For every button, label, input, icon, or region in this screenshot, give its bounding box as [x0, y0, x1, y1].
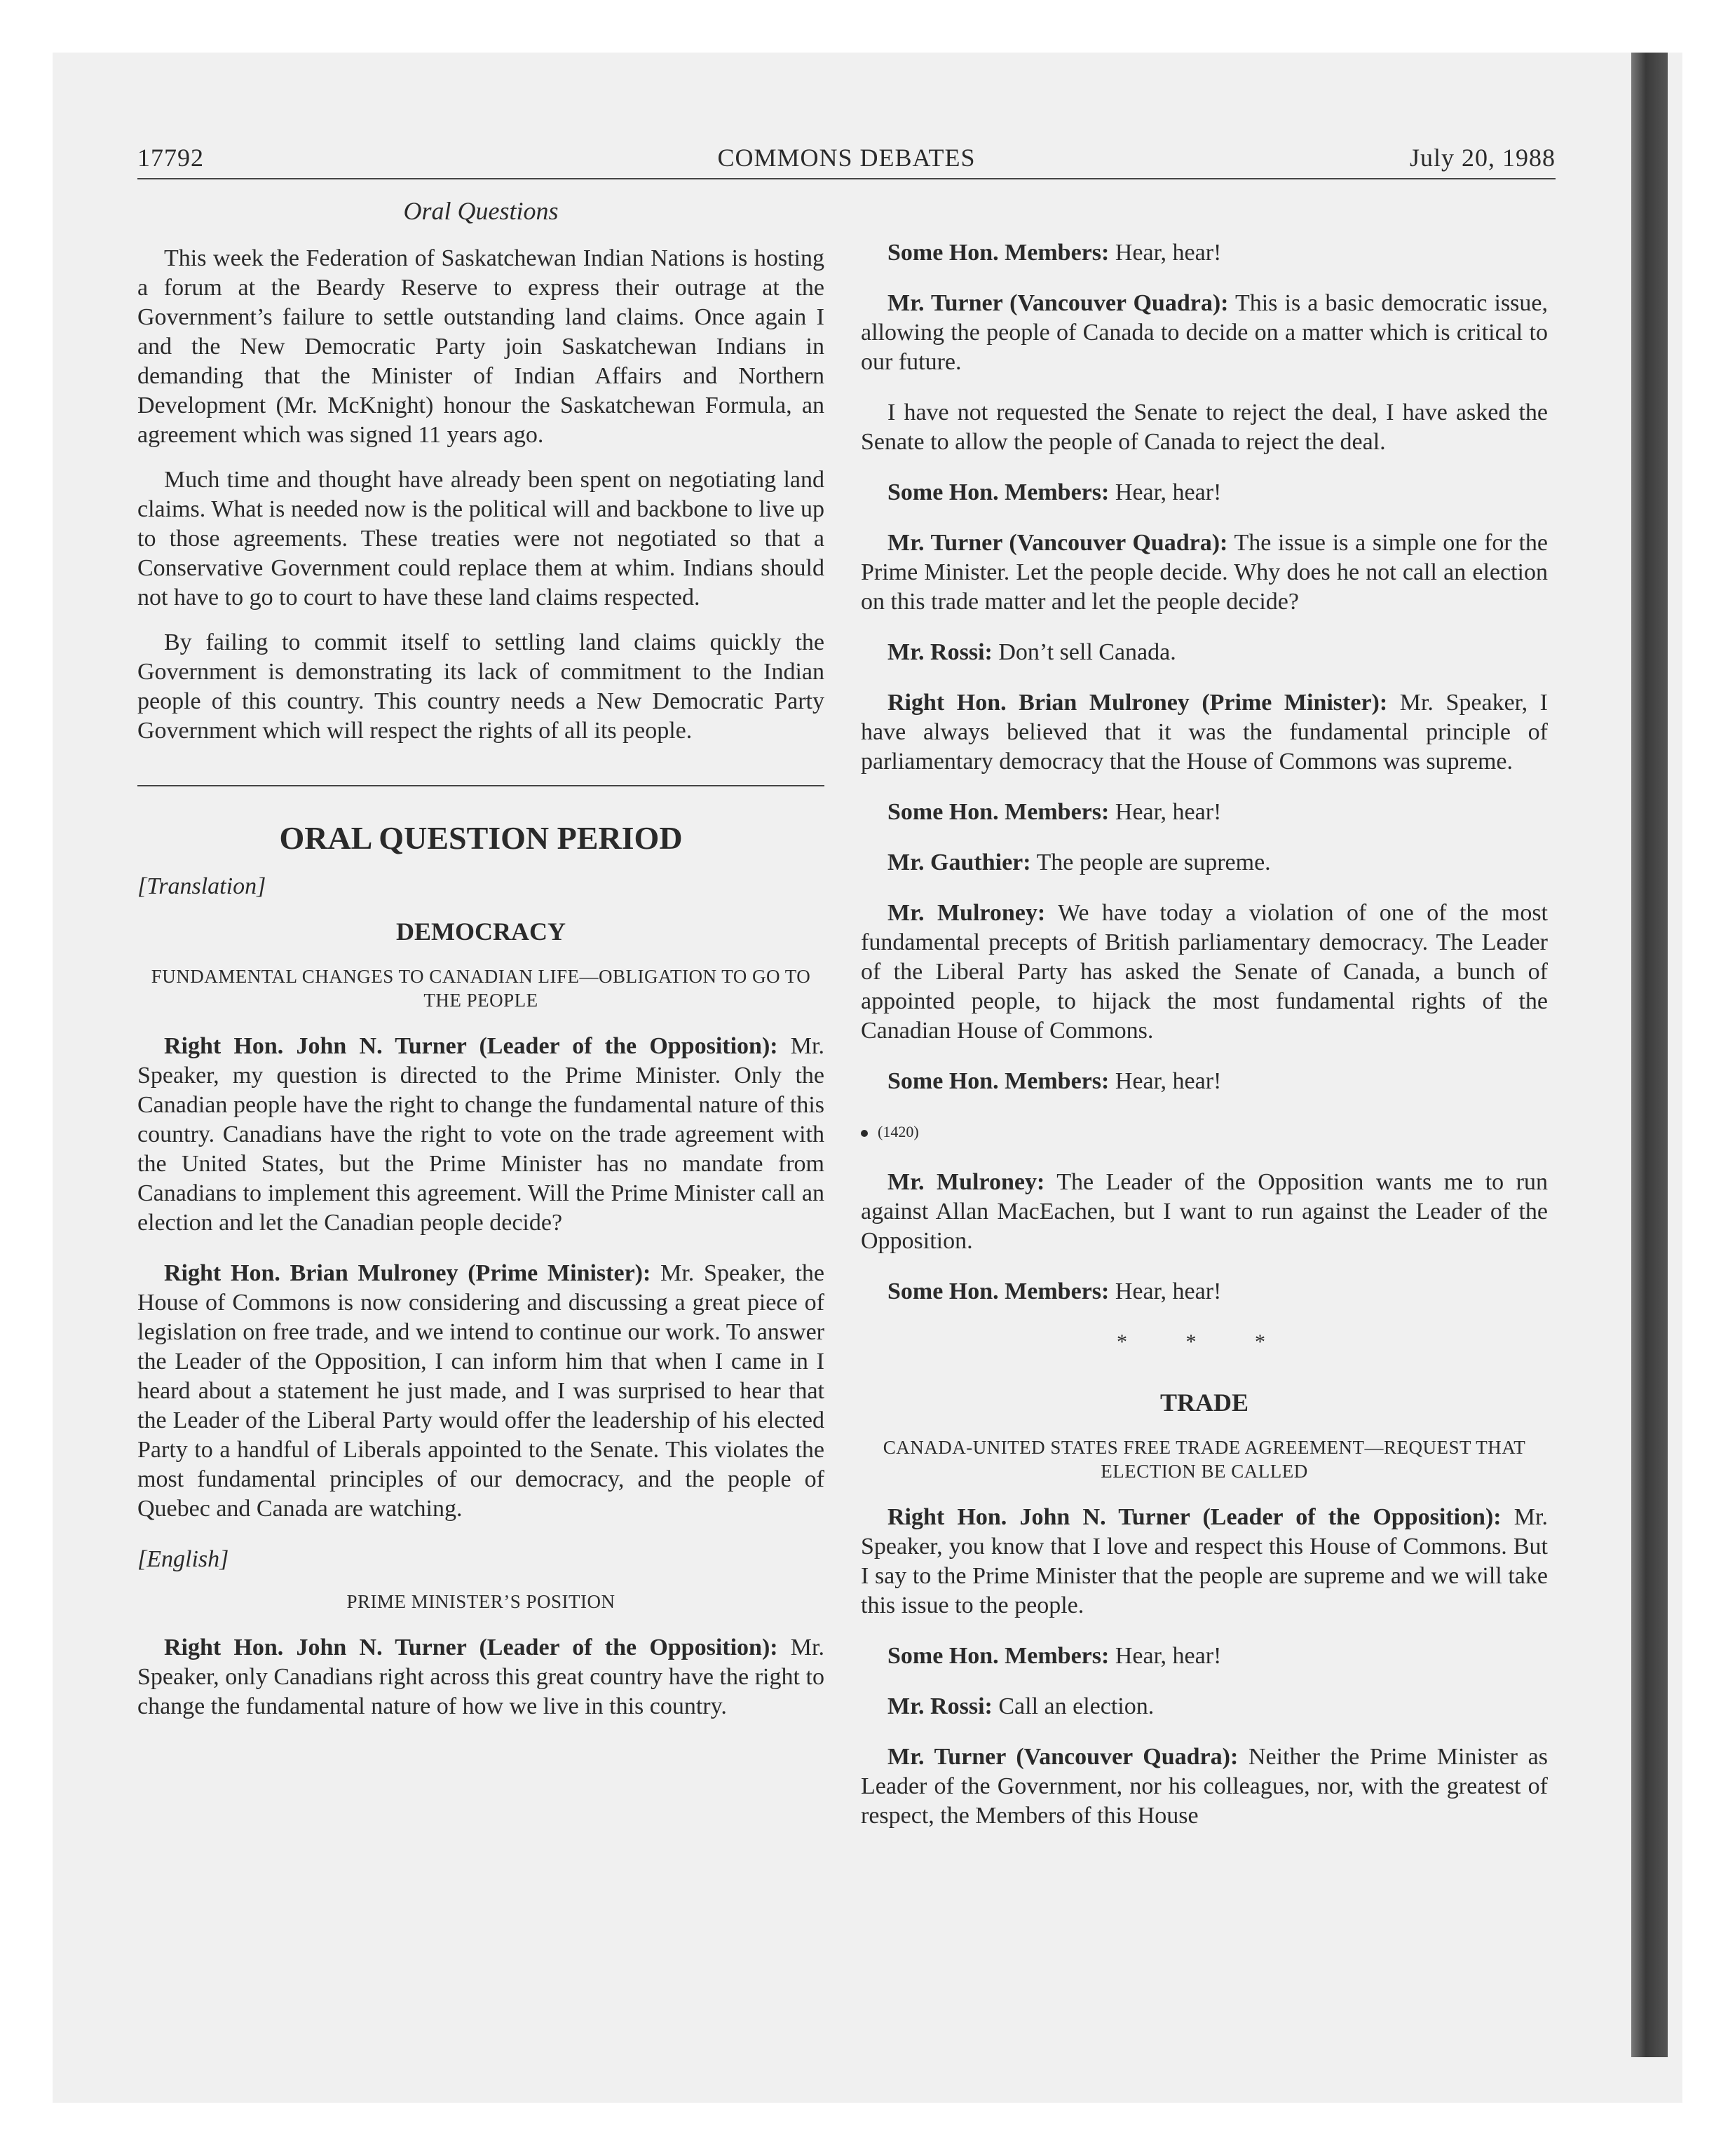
speech	[861, 899, 1548, 1046]
speaker-name: Right Hon. John N. Turner (Leader of the Opposition):	[164, 1635, 778, 1660]
running-header	[137, 143, 1556, 179]
speech-text: Hear, hear!	[1109, 240, 1222, 266]
speech-text: Mr. Speaker, only Canadians right across this great country have the right to change the fundamental nature of how we live in this country.	[137, 1635, 824, 1719]
timestamp-marker	[861, 1117, 1548, 1147]
speaker-name: Some Hon. Members:	[887, 799, 1110, 825]
speech-text: Don’t sell Canada.	[992, 639, 1176, 665]
speaker-name: Mr. Mulroney:	[887, 900, 1046, 926]
speech-text: The issue is a simple one for the Prime Minister. Let the people decide. Why does he not call an election on this trade matter and let the people decide?	[861, 530, 1548, 615]
speaker-name: Mr. Gauthier:	[887, 850, 1031, 875]
speaker-name: Right Hon. Brian Mulroney (Prime Minister):	[164, 1260, 651, 1286]
speech-text: Hear, hear!	[1109, 479, 1222, 505]
speech-text: Mr. Speaker, the House of Commons is now considering and discussing a great piece of legislation on free trade, and we intend to continue our work. To answer the Leader of the Opposition, I can inform him that when I came in I heard about a statement he just made, and I was surprised to hear that the Leader of the Liberal Party would offer the leadership of his elected Party to a handful of Liberals appointed to the Senate. This violates the most fundamental principles of our democracy, and the people of Quebec and Canada are watching.	[137, 1260, 825, 1522]
speech-text: Mr. Speaker, you know that I love and respect this House of Commons. But I say to the Prime Minister that the people are supreme and we will take this issue to the people.	[861, 1504, 1548, 1618]
speech-text: Hear, hear!	[1109, 1278, 1222, 1304]
speech	[861, 1642, 1548, 1671]
speaker-name: Right Hon. John N. Turner (Leader of the Opposition):	[164, 1033, 778, 1059]
speaker-name: Right Hon. John N. Turner (Leader of the Opposition):	[887, 1504, 1502, 1530]
page-number: 17792	[137, 144, 204, 172]
paragraph: Much time and thought have already been spent on negotiating land claims. What is needed now is the political will and backbone to live up to those agreements. These treaties were not negotiated so that a Conservative Government could replace them at whim. Indians should not have to go to court to have these land claims respected.	[137, 467, 824, 610]
speech-text: Call an election.	[992, 1693, 1155, 1719]
speech	[861, 528, 1548, 617]
speech-text: Hear, hear!	[1109, 799, 1222, 825]
speaker-name: Mr. Turner (Vancouver Quadra):	[887, 1744, 1239, 1770]
speech-text: This is a basic democratic issue, allowing the people of Canada to decide on a matter which is critical to our future.	[861, 290, 1549, 375]
subject-heading: DEMOCRACY	[396, 917, 566, 946]
speech	[861, 848, 1548, 878]
speaker-name: Mr. Rossi:	[887, 1693, 993, 1719]
section-divider	[137, 785, 824, 786]
speech	[861, 289, 1548, 377]
running-section-title: Oral Questions	[403, 197, 559, 225]
left-column	[137, 196, 824, 1742]
major-heading: ORAL QUESTION PERIOD	[279, 820, 683, 856]
speech	[861, 238, 1548, 268]
speaker-name: Some Hon. Members:	[887, 240, 1110, 266]
speech-text: Mr. Speaker, my question is directed to the Prime Minister. Only the Canadian people have the right to change the fundamental nature of this country. Canadians have the right to vote on the trade agreement with the United States, but the Prime Minister has no mandate from Canadians to implement this agreement. Will the Prime Minister call an election and let the Canadian people decide?	[137, 1033, 824, 1236]
section-break-stars: * * *	[1117, 1330, 1292, 1353]
speech	[861, 638, 1548, 667]
topic-heading: PRIME MINISTER’S POSITION	[346, 1591, 615, 1612]
speech-text: We have today a violation of one of the most fundamental precepts of British parliamentary democracy. The Leader of the Liberal Party has asked the Senate of Canada, a bunch of appointed people, to hijack the most fundamental rights of the Canadian House of Commons.	[861, 900, 1548, 1044]
speech-text: The people are supreme.	[1030, 850, 1271, 875]
language-note: [English]	[137, 1546, 229, 1572]
speech	[861, 1168, 1548, 1256]
speaker-name: Mr. Turner (Vancouver Quadra):	[887, 290, 1229, 316]
speech	[137, 1633, 824, 1721]
paragraph: I have not requested the Senate to reject the deal, I have asked the Senate to allow the people of Canada to reject the deal.	[861, 400, 1548, 455]
speech-text: Neither the Prime Minister as Leader of the Government, nor his colleagues, nor, with the greatest of respect, the Members of this House	[861, 1744, 1548, 1829]
right-column	[861, 238, 1548, 1852]
publication-title: COMMONS DEBATES	[717, 144, 976, 172]
speech	[861, 1277, 1548, 1306]
topic-heading: CANADA-UNITED STATES FREE TRADE AGREEMENT—REQUEST THAT ELECTION BE CALLED	[883, 1437, 1526, 1482]
paragraph: This week the Federation of Saskatchewan Indian Nations is hosting a forum at the Beardy Reserve to express their outrage at the Government’s failure to settle outstanding land claims. Once again I and the New Democratic Party join Saskatchewan Indians in demanding that the Minister of Indian Affairs and Northern Development (Mr. McKnight) honour the Saskatchewan Formula, an agreement which was signed 11 years ago.	[137, 245, 824, 448]
speech	[861, 1067, 1548, 1096]
speaker-name: Mr. Turner (Vancouver Quadra):	[887, 530, 1228, 556]
timestamp-text: (1420)	[878, 1123, 919, 1140]
speaker-name: Mr. Rossi:	[887, 639, 993, 665]
speech	[861, 798, 1548, 827]
speech	[137, 1259, 824, 1524]
bullet-dot-icon	[861, 1130, 868, 1137]
speaker-name: Some Hon. Members:	[887, 1278, 1110, 1304]
speech	[861, 688, 1548, 777]
speaker-name: Right Hon. Brian Mulroney (Prime Minister):	[887, 690, 1388, 716]
paragraph: By failing to commit itself to settling land claims quickly the Government is demonstrating its lack of commitment to the Indian people of this country. This country needs a New Democratic Party Government which will respect the rights of all its people.	[137, 629, 824, 744]
speech	[137, 1032, 824, 1238]
topic-heading: FUNDAMENTAL CHANGES TO CANADIAN LIFE—OBLIGATION TO GO TO THE PEOPLE	[151, 966, 811, 1011]
speaker-name: Some Hon. Members:	[887, 1068, 1110, 1094]
speech	[861, 1742, 1548, 1831]
language-note: [Translation]	[137, 873, 266, 899]
speech-text: The Leader of the Opposition wants me to run against Allan MacEachen, but I want to run against the Leader of the Opposition.	[861, 1169, 1548, 1254]
speech-text: Mr. Speaker, I have always believed that it was the fundamental principle of parliamentary democracy that the House of Commons was supreme.	[861, 690, 1548, 775]
speech	[861, 478, 1548, 507]
speaker-name: Mr. Mulroney:	[887, 1169, 1045, 1195]
subject-heading: TRADE	[1159, 1389, 1249, 1417]
speech-text: Hear, hear!	[1109, 1068, 1222, 1094]
speech-text: Hear, hear!	[1109, 1643, 1222, 1669]
speech	[861, 1503, 1548, 1621]
publication-date: July 20, 1988	[1409, 144, 1556, 172]
speaker-name: Some Hon. Members:	[887, 1643, 1110, 1669]
header-rule	[137, 178, 1556, 179]
speech	[861, 1692, 1548, 1721]
speaker-name: Some Hon. Members:	[887, 479, 1110, 505]
